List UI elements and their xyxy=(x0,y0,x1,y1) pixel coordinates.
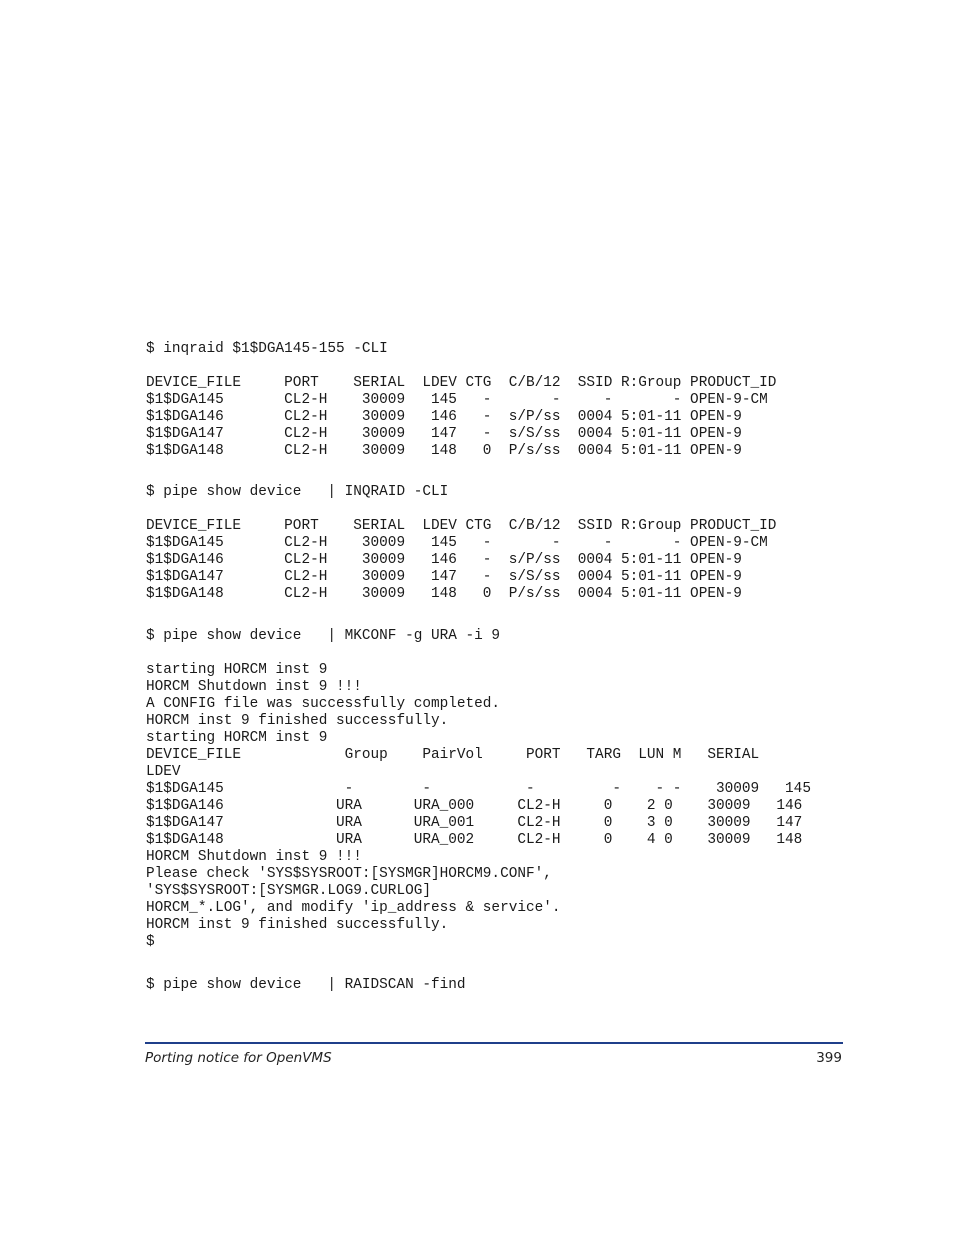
code-line: starting HORCM inst 9 xyxy=(146,730,328,746)
code-line: HORCM Shutdown inst 9 !!! xyxy=(146,849,362,865)
code-line: starting HORCM inst 9 xyxy=(146,662,328,678)
code-line: DEVICE_FILE Group PairVol PORT TARG LUN M SERIAL xyxy=(146,747,760,763)
code-block-pipe-inqraid xyxy=(146,484,776,603)
code-block-inqraid xyxy=(146,341,776,460)
code-block-raidscan xyxy=(146,977,466,994)
page-number: 399 xyxy=(816,1050,842,1066)
code-line: Please check 'SYS$SYSROOT:[SYSMGR]HORCM9.CONF', xyxy=(146,866,552,882)
code-line: $1$DGA147 URA URA_001 CL2-H 0 3 0 30009 147 xyxy=(146,815,803,831)
code-line: $ pipe show device | INQRAID -CLI xyxy=(146,484,449,500)
code-line: $1$DGA145 - - - - - - 30009 145 xyxy=(146,781,811,797)
code-line: $1$DGA146 CL2-H 30009 146 - s/P/ss 0004 5:01-11 OPEN-9 xyxy=(146,552,742,568)
code-line: LDEV xyxy=(146,764,181,780)
code-line xyxy=(146,358,776,375)
code-block-mkconf xyxy=(146,628,811,951)
code-line: $ inqraid $1$DGA145-155 -CLI xyxy=(146,341,388,357)
code-line: $1$DGA146 CL2-H 30009 146 - s/P/ss 0004 5:01-11 OPEN-9 xyxy=(146,409,742,425)
code-line xyxy=(146,501,776,518)
code-line: $1$DGA147 CL2-H 30009 147 - s/S/ss 0004 5:01-11 OPEN-9 xyxy=(146,569,742,585)
code-line: $1$DGA148 URA URA_002 CL2-H 0 4 0 30009 148 xyxy=(146,832,803,848)
code-line: $1$DGA148 CL2-H 30009 148 0 P/s/ss 0004 5:01-11 OPEN-9 xyxy=(146,443,742,459)
code-line: DEVICE_FILE PORT SERIAL LDEV CTG C/B/12 SSID R:Group PRODUCT_ID xyxy=(146,518,777,534)
code-line: $1$DGA145 CL2-H 30009 145 - - - - OPEN-9-CM xyxy=(146,392,768,408)
code-line: $ xyxy=(146,934,155,950)
code-line: $1$DGA147 CL2-H 30009 147 - s/S/ss 0004 5:01-11 OPEN-9 xyxy=(146,426,742,442)
footer-title: Porting notice for OpenVMS xyxy=(145,1050,332,1066)
code-line: $1$DGA146 URA URA_000 CL2-H 0 2 0 30009 146 xyxy=(146,798,803,814)
footer-rule xyxy=(145,1042,843,1044)
code-line: HORCM inst 9 finished successfully. xyxy=(146,917,449,933)
code-line: HORCM Shutdown inst 9 !!! xyxy=(146,679,362,695)
code-line: $ pipe show device | MKCONF -g URA -i 9 xyxy=(146,628,501,644)
code-line: HORCM_*.LOG', and modify 'ip_address & service'. xyxy=(146,900,561,916)
code-line: A CONFIG file was successfully completed. xyxy=(146,696,501,712)
code-line: $1$DGA145 CL2-H 30009 145 - - - - OPEN-9-CM xyxy=(146,535,768,551)
code-line: DEVICE_FILE PORT SERIAL LDEV CTG C/B/12 SSID R:Group PRODUCT_ID xyxy=(146,375,777,391)
code-line xyxy=(146,645,811,662)
code-line: $ pipe show device | RAIDSCAN -find xyxy=(146,977,466,993)
code-line: HORCM inst 9 finished successfully. xyxy=(146,713,449,729)
code-line: 'SYS$SYSROOT:[SYSMGR.LOG9.CURLOG] xyxy=(146,883,431,899)
code-line: $1$DGA148 CL2-H 30009 148 0 P/s/ss 0004 5:01-11 OPEN-9 xyxy=(146,586,742,602)
